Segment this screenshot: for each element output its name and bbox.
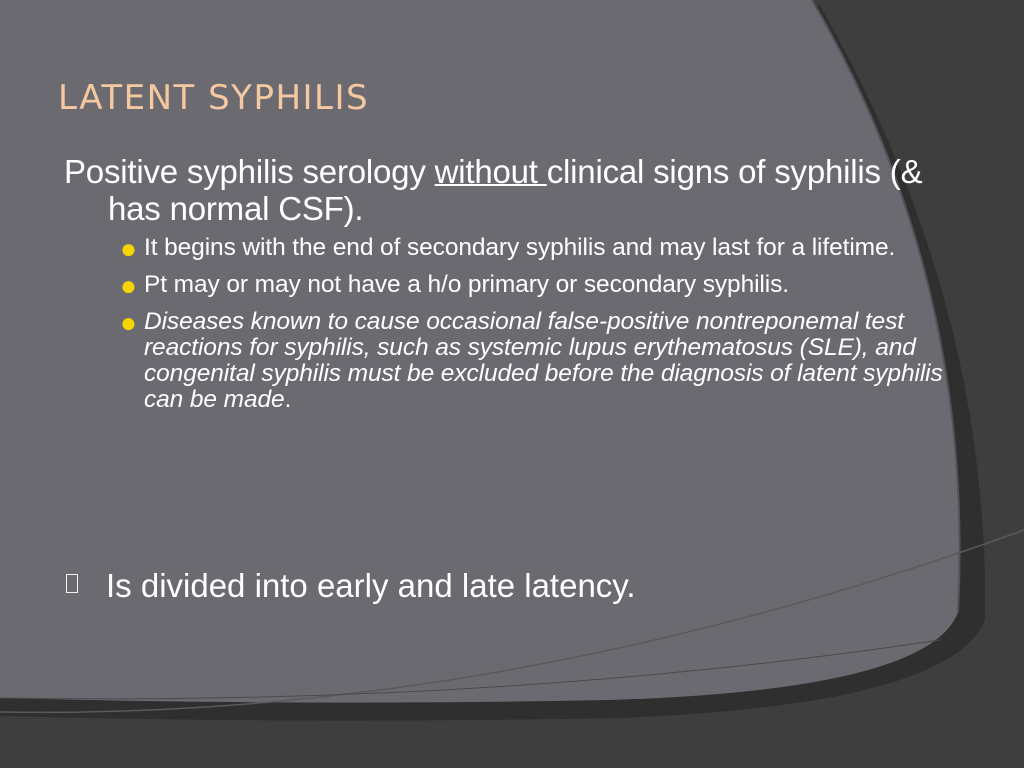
bullet-icon: ● (120, 307, 137, 338)
bullet-icon: ● (120, 233, 137, 264)
sub-point-text: It begins with the end of secondary syphilis and may last for a lifetime. (144, 234, 896, 261)
second-point (66, 566, 636, 606)
sub-point-list (64, 235, 954, 413)
main-point-text-before: Positive syphilis serology (64, 153, 435, 190)
bullet-icon: ● (120, 270, 137, 301)
main-point-emphasis: without (434, 153, 547, 190)
second-point-text: Is divided into early and late latency. (106, 567, 636, 604)
sub-point (64, 270, 954, 301)
sub-point (64, 233, 954, 264)
sub-point-text: Diseases known to cause occasional false-positive nontreponemal test reactions for syphilis, such as systemic lupus erythematosus (SLE), and congenital syphilis must be excluded before the diagnosis of latent syphilis can be made (144, 308, 943, 413)
sub-point-suffix: . (284, 386, 292, 413)
main-point (64, 153, 954, 227)
slide-title: LATENT SYPHILIS (58, 78, 370, 118)
sub-point (64, 309, 954, 413)
main-point-text-after: clinical signs of syphilis (& has normal CSF). (108, 153, 923, 227)
sub-point-text: Pt may or may not have a h/o primary or secondary syphilis. (144, 271, 789, 298)
slide-body (64, 153, 954, 424)
square-bullet-icon (66, 574, 78, 593)
